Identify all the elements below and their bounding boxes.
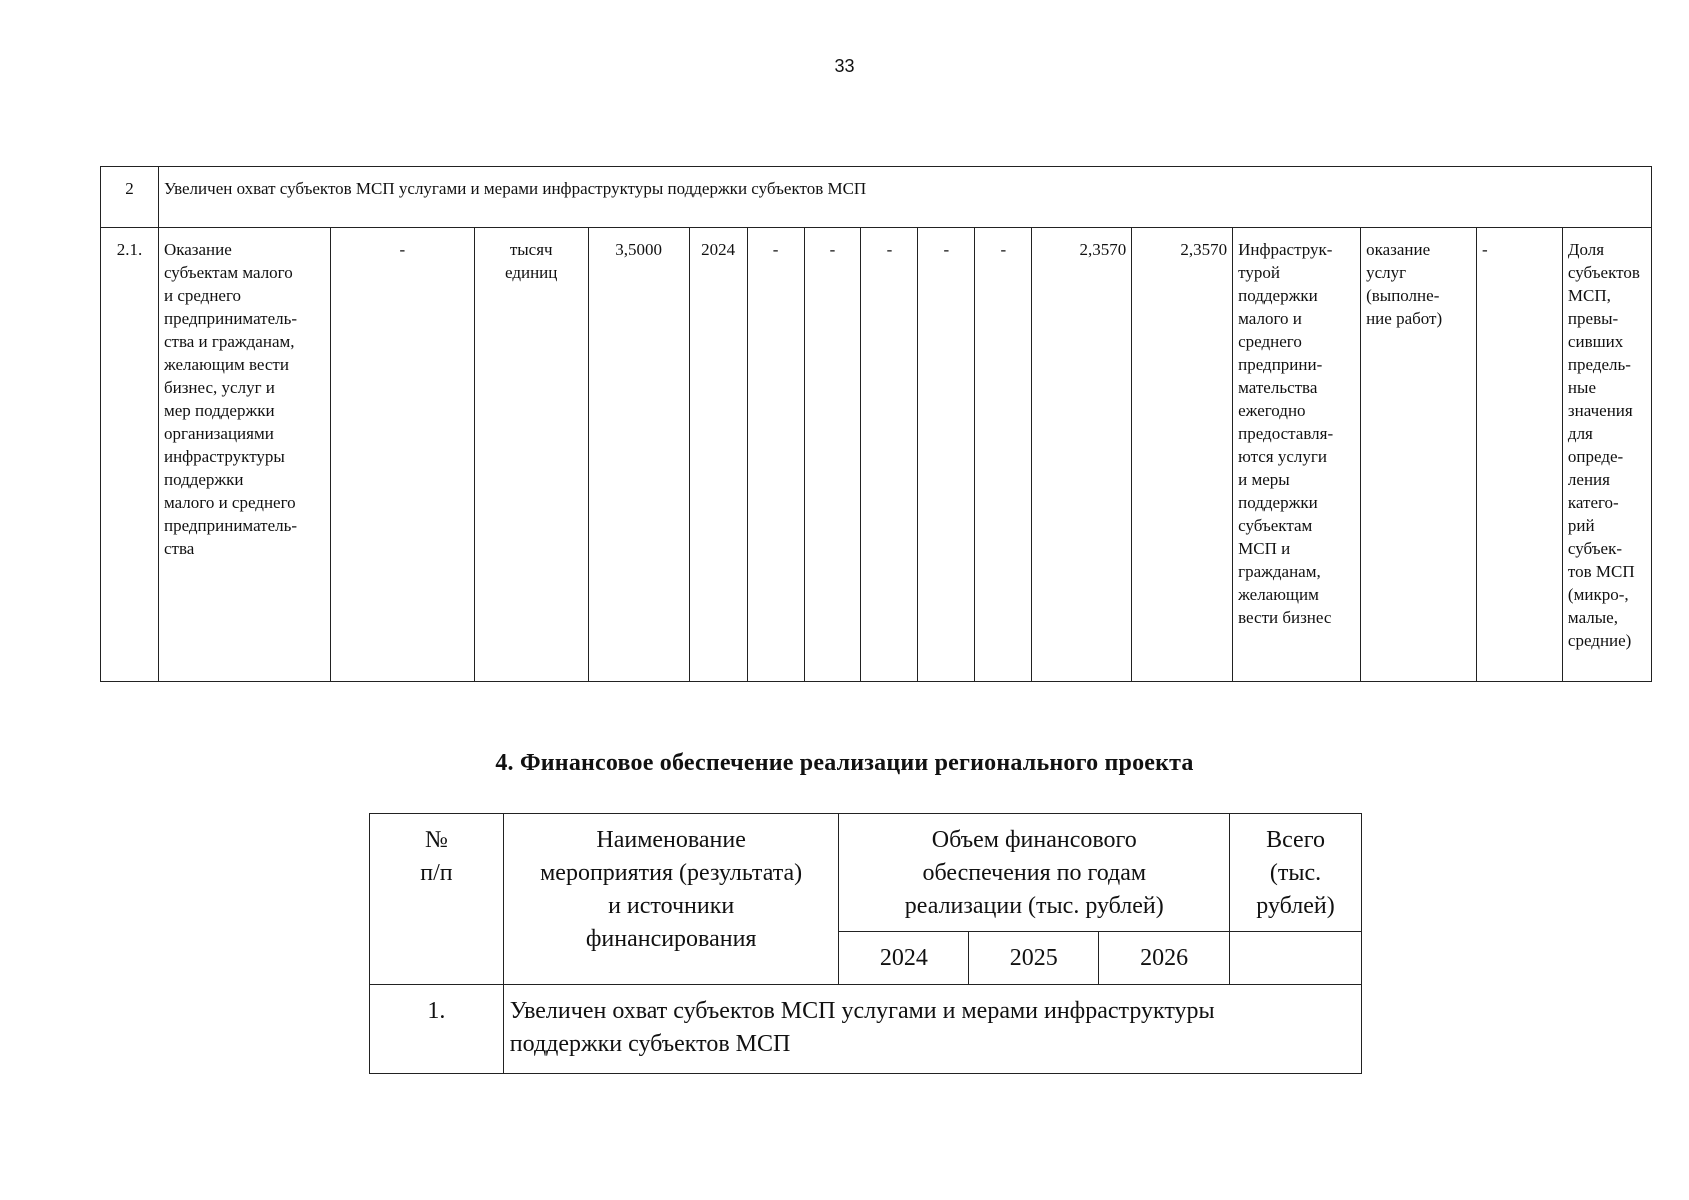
description-line: вести бизнес: [1238, 608, 1332, 627]
unit-cell: [474, 228, 588, 682]
year-cell: 2024: [839, 932, 969, 985]
description-line: поддержки: [1238, 286, 1318, 305]
activity-name-line: мер поддержки: [163, 401, 275, 420]
type-line: оказание: [1366, 240, 1431, 259]
col-header-volume: [839, 814, 1230, 932]
activity-name-line: инфраструктуры: [163, 447, 285, 466]
activity-name-line: Оказание: [163, 240, 232, 259]
indicator-line: опреде-: [1567, 447, 1624, 466]
page-number: 33: [834, 56, 855, 76]
base-year-cell: 2024: [689, 228, 747, 682]
empty-cell: [1230, 932, 1362, 985]
indicator-line: рий: [1567, 516, 1595, 535]
indicator-line: предель-: [1567, 355, 1631, 374]
col-header-name: [503, 814, 839, 985]
section-title: 4. Финансовое обеспечение реализации регионального проекта: [495, 750, 1194, 776]
description-line: турой: [1238, 263, 1280, 282]
header-line: Наименование: [596, 827, 746, 853]
header-line: мероприятия (результата): [540, 860, 803, 886]
dash-cell: -: [804, 228, 861, 682]
dash-cell: -: [330, 228, 474, 682]
indicator-line: малые,: [1567, 608, 1618, 627]
header-line: Объем финансового: [931, 827, 1137, 853]
result-title: Увеличен охват субъектов МСП услугами и мерами инфраструктуры поддержки субъектов МСП: [158, 167, 1651, 228]
indicator-line: катего-: [1567, 493, 1619, 512]
financing-header-row: [370, 814, 1362, 932]
description-line: ежегодно: [1238, 401, 1306, 420]
value-cell: 2,3570: [1132, 228, 1233, 682]
description-line: предприни-: [1238, 355, 1323, 374]
header-line: реализации (тыс. рублей): [904, 893, 1164, 919]
result-title-line: поддержки субъектов МСП: [509, 1031, 791, 1057]
indicator-line: для: [1567, 424, 1593, 443]
year-cell: 2026: [1099, 932, 1230, 985]
header-line: обеспечения по годам: [922, 860, 1147, 886]
result-number: 1.: [370, 985, 504, 1074]
result-title: [503, 985, 1361, 1074]
indicator-line: МСП,: [1567, 286, 1611, 305]
row-number: 2.1.: [101, 228, 159, 682]
activity-name-line: субъектам малого: [163, 263, 293, 282]
header-line: Всего: [1266, 827, 1325, 853]
description-line: МСП и: [1238, 539, 1291, 558]
activity-name-line: ства: [163, 539, 195, 558]
indicator-line: (микро-,: [1567, 585, 1629, 604]
indicator-line: ления: [1567, 470, 1610, 489]
description-line: желающим: [1238, 585, 1319, 604]
dash-cell: -: [1477, 228, 1563, 682]
description-line: среднего: [1238, 332, 1302, 351]
activity-name-line: поддержки: [163, 470, 244, 489]
dash-cell: -: [918, 228, 975, 682]
header-line: рублей): [1256, 893, 1335, 919]
description-line: малого и: [1238, 309, 1302, 328]
indicator-line: сивших: [1567, 332, 1624, 351]
activity-name-line: ства и гражданам,: [163, 332, 295, 351]
description-cell: [1233, 228, 1361, 682]
activity-name-line: бизнес, услуг и: [163, 378, 275, 397]
description-line: гражданам,: [1238, 562, 1321, 581]
activity-name-line: желающим вести: [163, 355, 289, 374]
indicator-line: ные: [1567, 378, 1596, 397]
description-line: мательства: [1238, 378, 1318, 397]
year-cell: 2025: [969, 932, 1099, 985]
indicator-line: субъектов: [1567, 263, 1640, 282]
header-line: и источники: [608, 893, 735, 919]
indicator-line: Доля: [1567, 240, 1605, 259]
type-cell: [1361, 228, 1477, 682]
activity-name-line: предприниматель-: [163, 516, 298, 535]
indicator-line: превы-: [1567, 309, 1619, 328]
dash-cell: -: [975, 228, 1032, 682]
table-row: [101, 228, 1652, 682]
type-line: услуг: [1366, 263, 1407, 282]
header-line: (тыс.: [1269, 860, 1322, 886]
base-value-cell: 3,5000: [588, 228, 689, 682]
results-table: [100, 166, 1652, 682]
result-title-line: Увеличен охват субъектов МСП услугами и мерами инфраструктуры: [509, 998, 1215, 1024]
indicator-cell: [1562, 228, 1651, 682]
activity-name-line: и среднего: [163, 286, 242, 305]
unit-line: единиц: [505, 263, 558, 282]
description-line: Инфраструк-: [1238, 240, 1333, 259]
header-line: п/п: [420, 860, 453, 886]
type-line: (выполне-: [1366, 286, 1440, 305]
result-number: 2: [101, 167, 159, 228]
financing-table: [369, 813, 1362, 1074]
indicator-line: значения: [1567, 401, 1633, 420]
description-line: ются услуги: [1238, 447, 1327, 466]
unit-line: тысяч: [509, 240, 553, 259]
description-line: и меры: [1238, 470, 1290, 489]
dash-cell: -: [861, 228, 918, 682]
activity-name-cell: [158, 228, 330, 682]
col-header-number: [370, 814, 504, 985]
header-line: №: [424, 827, 448, 853]
indicator-line: тов МСП: [1567, 562, 1635, 581]
indicator-line: субъек-: [1567, 539, 1623, 558]
description-line: субъектам: [1238, 516, 1313, 535]
header-line: финансирования: [585, 926, 757, 952]
type-line: ние работ): [1366, 309, 1443, 328]
dash-cell: -: [747, 228, 804, 682]
activity-name-line: организациями: [163, 424, 274, 443]
description-line: предоставля-: [1238, 424, 1334, 443]
col-header-total: [1230, 814, 1362, 932]
indicator-line: средние): [1567, 631, 1632, 650]
activity-name-line: малого и среднего: [163, 493, 296, 512]
description-line: поддержки: [1238, 493, 1318, 512]
result-header-row: [101, 167, 1652, 228]
table-row: [370, 985, 1362, 1074]
value-cell: 2,3570: [1032, 228, 1132, 682]
activity-name-line: предприниматель-: [163, 309, 298, 328]
